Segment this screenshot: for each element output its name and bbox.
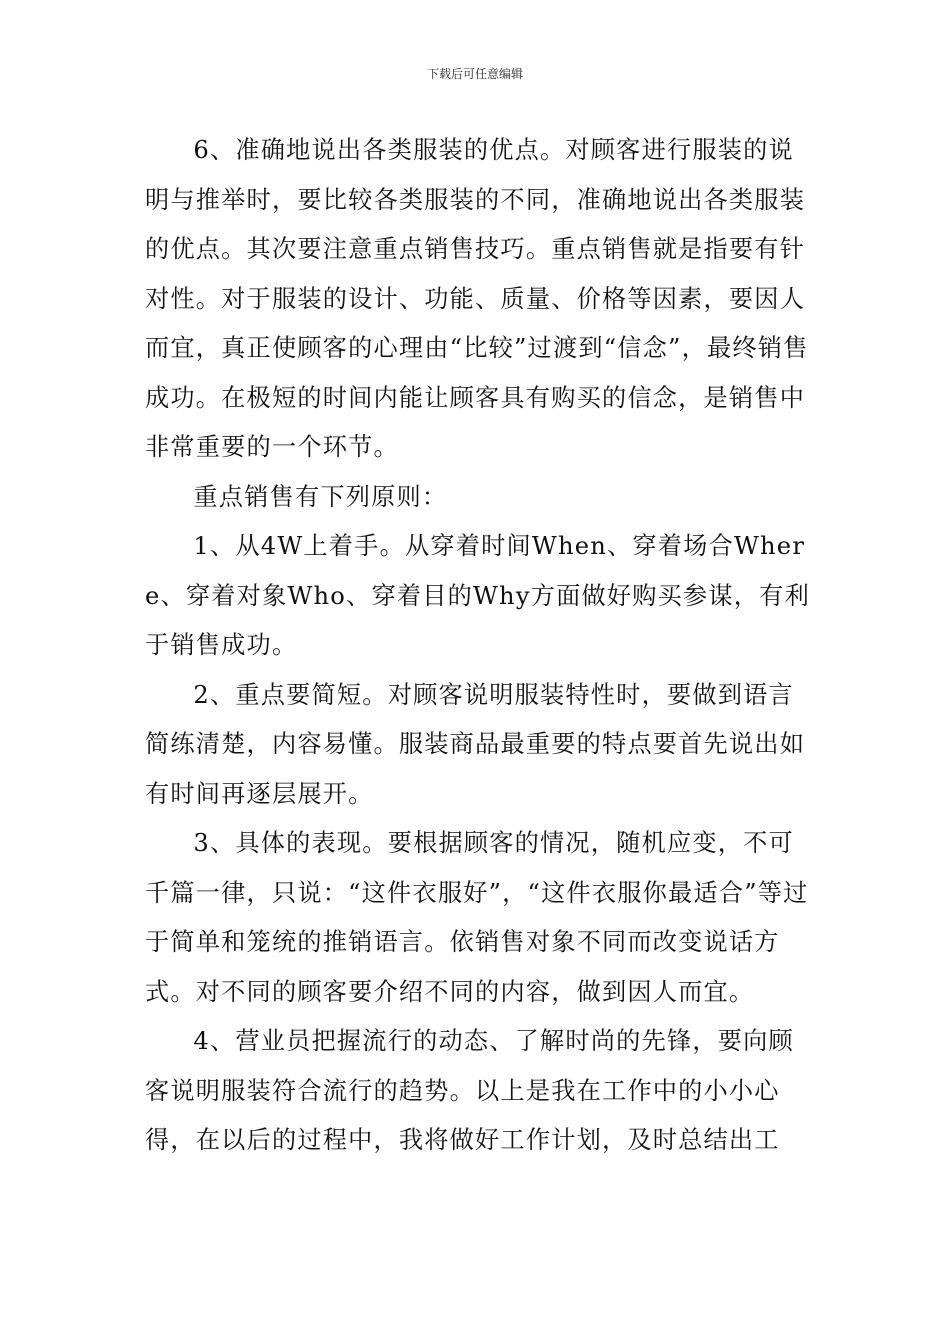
- paragraph-3: 1、从4W上着手。从穿着时间When、穿着场合Where、穿着对象Who、穿着目的Why方面做好购买参谋，有利于销售成功。: [145, 532, 810, 659]
- paragraph-6: 4、营业员把握流行的动态、了解时尚的先锋，要向顾客说明服装符合流行的趋势。以上是我在工作中的小小心得，在以后的过程中，我将做好工作计划，及时总结出工: [145, 1027, 794, 1154]
- paragraph-4: 2、重点要简短。对顾客说明服装特性时，要做到语言简练清楚，内容易懂。服装商品最重要的特点要首先说出如有时间再逐层展开。: [145, 680, 806, 808]
- paragraph-2: 重点销售有下列原则：: [193, 482, 448, 511]
- document-body: [145, 126, 810, 1166]
- paragraph-1: 6、准确地说出各类服装的优点。对顾客进行服装的说明与推举时，要比较各类服装的不同，准确地说出各类服装的优点。其次要注意重点销售技巧。重点销售就是指要有针对性。对于服装的设计、功能、质量、价格等因素，要因人而宜，真正使顾客的心理由“比较”过渡到“信念”，最终销售成功。在极短的时间内能让顾客具有购买的信念，是销售中非常重要的一个环节。: [145, 136, 809, 461]
- paragraph-5: 3、具体的表现。要根据顾客的情况，随机应变，不可千篇一律，只说：“这件衣服好”，“这件衣服你最适合”等过于简单和笼统的推销语言。依销售对象不同而改变说话方式。对不同的顾客要介绍不同的内容，做到因人而宜。: [145, 829, 809, 1006]
- header-note: 下载后可任意编辑: [426, 67, 523, 81]
